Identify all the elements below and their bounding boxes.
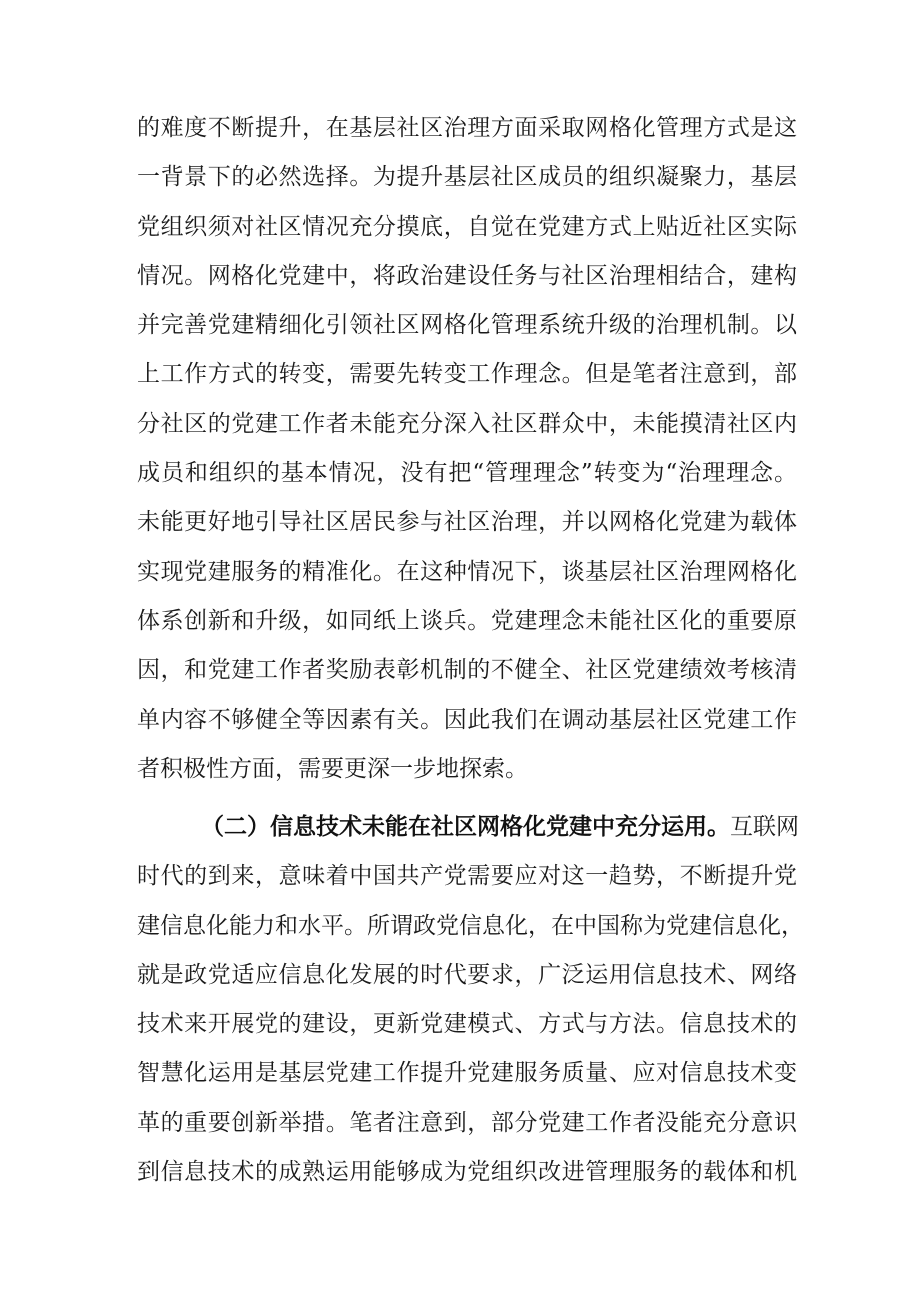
text-line: 到信息技术的成熟运用能够成为党组织改进管理服务的载体和机 [137, 1159, 797, 1186]
text-line: 单内容不够健全等因素有关。因此我们在调动基层社区党建工作 [137, 706, 797, 733]
text-line: 智慧化运用是基层党建工作提升党建服务质量、应对信息技术变 [137, 1060, 797, 1087]
text-line: 实现党建服务的精准化。在这种情况下，谈基层社区治理网格化 [137, 558, 797, 585]
text-line: 时代的到来，意味着中国共产党需要应对这一趋势，不断提升党 [137, 863, 797, 890]
section-heading: （二）信息技术未能在社区网格化党建中充分运用。 [201, 814, 730, 840]
heading-line-continuation: 互联网 [730, 814, 799, 840]
text-line: 未能更好地引导社区居民参与社区治理，并以网格化党建为载体 [137, 509, 797, 536]
text-line: 者积极性方面，需要更深一步地探索。 [137, 755, 528, 782]
text-line: 分社区的党建工作者未能充分深入社区群众中，未能摸清社区内 [137, 410, 797, 437]
text-line: 并完善党建精细化引领社区网格化管理系统升级的治理机制。以 [137, 312, 797, 339]
section-heading-line [137, 803, 797, 852]
text-line: 革的重要创新举措。笔者注意到，部分党建工作者没能充分意识 [137, 1109, 797, 1136]
paragraph-2 [137, 803, 804, 1197]
text-line: 一背景下的必然选择。为提升基层社区成员的组织凝聚力，基层 [137, 164, 797, 191]
text-line: 体系创新和升级，如同纸上谈兵。党建理念未能社区化的重要原 [137, 607, 797, 634]
text-line: 建信息化能力和水平。所谓政党信息化，在中国称为党建信息化， [137, 912, 804, 939]
text-line: 成员和组织的基本情况，没有把“管理理念”转变为“治理理念。 [137, 460, 797, 487]
text-line: 就是政党适应信息化发展的时代要求，广泛运用信息技术、网络 [137, 961, 797, 988]
text-line: 情况。网格化党建中，将政治建设任务与社区治理相结合，建构 [137, 262, 797, 289]
text-line: 党组织须对社区情况充分摸底，自觉在党建方式上贴近社区实际 [137, 213, 797, 240]
text-line: 的难度不断提升，在基层社区治理方面采取网格化管理方式是这 [137, 115, 797, 141]
text-line: 上工作方式的转变，需要先转变工作理念。但是笔者注意到，部 [137, 361, 797, 388]
text-line: 技术来开展党的建设，更新党建模式、方式与方法。信息技术的 [137, 1011, 797, 1038]
text-line: 因，和党建工作者奖励表彰机制的不健全、社区党建绩效考核清 [137, 657, 797, 684]
paragraph-1 [137, 104, 797, 794]
